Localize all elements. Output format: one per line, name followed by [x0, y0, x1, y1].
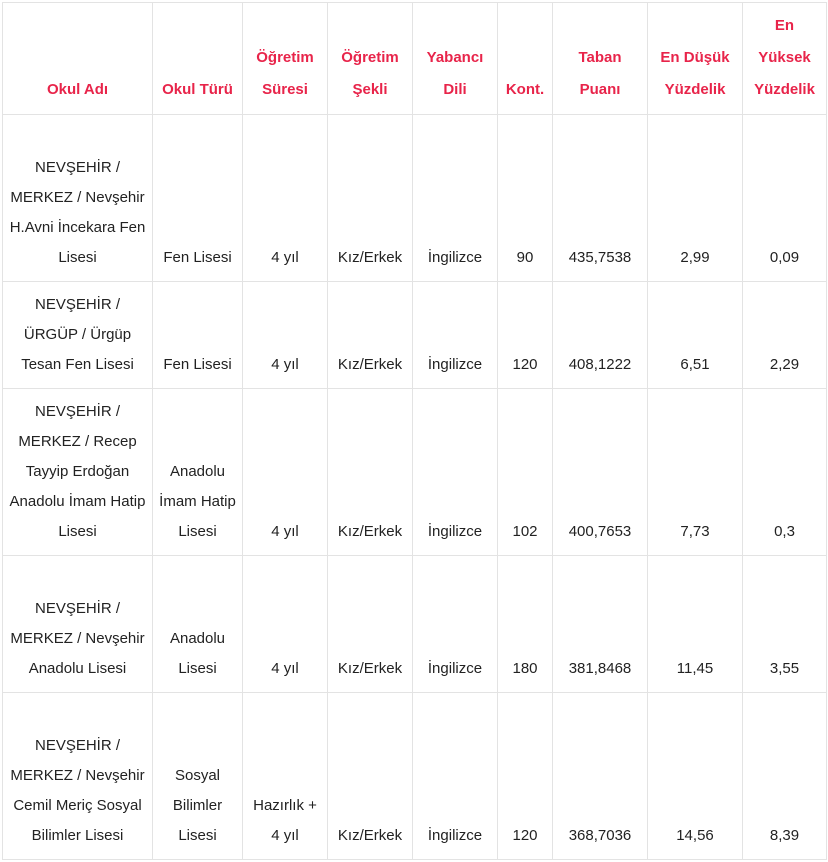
column-header-school-type: Okul Türü	[153, 3, 243, 115]
mode-cell: Kız/Erkek	[328, 693, 413, 860]
table-row	[3, 693, 827, 860]
duration-cell: Hazırlık + 4 yıl	[243, 693, 328, 860]
language-cell: İngilizce	[413, 693, 498, 860]
column-header-duration: Öğretim Süresi	[243, 3, 328, 115]
column-header-school-name: Okul Adı	[3, 3, 153, 115]
min-percentile-cell: 6,51	[648, 282, 743, 389]
school-name-cell: NEVŞEHİR / ÜRGÜP / Ürgüp Tesan Fen Lisesi	[3, 282, 153, 389]
table-row	[3, 556, 827, 693]
column-header-base-score: Taban Puanı	[553, 3, 648, 115]
mode-cell: Kız/Erkek	[328, 115, 413, 282]
min-percentile-cell: 7,73	[648, 389, 743, 556]
quota-cell: 102	[498, 389, 553, 556]
school-type-cell: Anadolu İmam Hatip Lisesi	[153, 389, 243, 556]
table-header-row	[3, 3, 827, 115]
duration-cell: 4 yıl	[243, 389, 328, 556]
max-percentile-cell: 8,39	[743, 693, 827, 860]
base-score-cell: 400,7653	[553, 389, 648, 556]
column-header-max-percentile: En Yüksek Yüzdelik	[743, 3, 827, 115]
schools-table	[2, 2, 827, 860]
column-header-mode: Öğretim Şekli	[328, 3, 413, 115]
base-score-cell: 408,1222	[553, 282, 648, 389]
column-header-min-percentile: En Düşük Yüzdelik	[648, 3, 743, 115]
quota-cell: 120	[498, 282, 553, 389]
min-percentile-cell: 14,56	[648, 693, 743, 860]
school-type-cell: Anadolu Lisesi	[153, 556, 243, 693]
min-percentile-cell: 11,45	[648, 556, 743, 693]
column-header-quota: Kont.	[498, 3, 553, 115]
school-type-cell: Fen Lisesi	[153, 282, 243, 389]
column-header-language: Yabancı Dili	[413, 3, 498, 115]
max-percentile-cell: 3,55	[743, 556, 827, 693]
language-cell: İngilizce	[413, 115, 498, 282]
duration-cell: 4 yıl	[243, 556, 328, 693]
min-percentile-cell: 2,99	[648, 115, 743, 282]
school-name-cell: NEVŞEHİR / MERKEZ / Nevşehir Anadolu Lisesi	[3, 556, 153, 693]
mode-cell: Kız/Erkek	[328, 556, 413, 693]
duration-cell: 4 yıl	[243, 282, 328, 389]
language-cell: İngilizce	[413, 282, 498, 389]
table-row	[3, 389, 827, 556]
table-row	[3, 282, 827, 389]
base-score-cell: 435,7538	[553, 115, 648, 282]
school-name-cell: NEVŞEHİR / MERKEZ / Nevşehir Cemil Meriç Sosyal Bilimler Lisesi	[3, 693, 153, 860]
language-cell: İngilizce	[413, 556, 498, 693]
base-score-cell: 368,7036	[553, 693, 648, 860]
quota-cell: 120	[498, 693, 553, 860]
school-name-cell: NEVŞEHİR / MERKEZ / Nevşehir H.Avni İncekara Fen Lisesi	[3, 115, 153, 282]
quota-cell: 180	[498, 556, 553, 693]
base-score-cell: 381,8468	[553, 556, 648, 693]
max-percentile-cell: 2,29	[743, 282, 827, 389]
max-percentile-cell: 0,09	[743, 115, 827, 282]
mode-cell: Kız/Erkek	[328, 282, 413, 389]
table-row	[3, 115, 827, 282]
max-percentile-cell: 0,3	[743, 389, 827, 556]
duration-cell: 4 yıl	[243, 115, 328, 282]
language-cell: İngilizce	[413, 389, 498, 556]
mode-cell: Kız/Erkek	[328, 389, 413, 556]
school-type-cell: Fen Lisesi	[153, 115, 243, 282]
school-name-cell: NEVŞEHİR / MERKEZ / Recep Tayyip Erdoğan Anadolu İmam Hatip Lisesi	[3, 389, 153, 556]
quota-cell: 90	[498, 115, 553, 282]
school-type-cell: Sosyal Bilimler Lisesi	[153, 693, 243, 860]
